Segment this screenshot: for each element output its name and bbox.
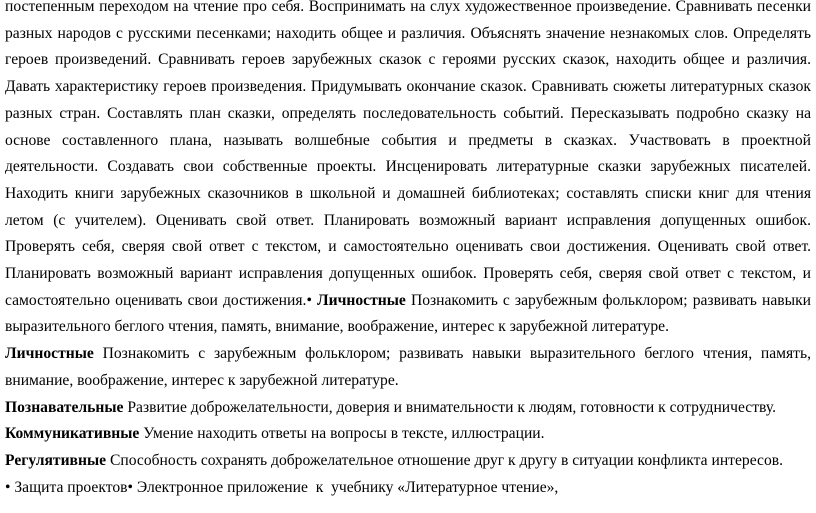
communicative-paragraph — [5, 421, 811, 448]
final-item-app: Электронное приложение к учебнику «Литературное чтение», — [136, 478, 559, 496]
document-body — [5, 0, 811, 501]
regulative-paragraph — [5, 448, 811, 475]
intro-text: постепенным переходом на чтение про себя. Воспринимать на слух художественное произведение. Сравнивать песенки разных народов с русскими песенками; находить общее и различия. Объяснять значение незнакомых слов. Определять героев произведений. Сравнивать героев зарубежных сказок с героями русских сказок, находить общее и различия. Давать характеристику героев произведения. Придумывать окончание сказок. Сравнивать сюжеты литературных сказок разных стран. Составлять план сказки, определять последовательность событий. Пересказывать подробно сказку на основе составленного плана, называть волшебные события и предметы в сказках. Участвовать в проектной деятельности. Создавать свои собственные проекты. Инсценировать литературные сказки зарубежных писателей. Находить книги зарубежных сказочников в школьной и домашней библиотеках; составлять списки книг для чтения летом (с учителем). Оценивать свой ответ. Планировать возможный вариант исправления допущенных ошибок. Проверять себя, сверяя свой ответ с текстом, и самостоятельно оценивать свои достижения. Оценивать свой ответ. Планировать возможный вариант исправления допущенных ошибок. Проверять себя, сверяя свой ответ с текстом, и самостоятельно оценивать свои достижения. — [5, 0, 811, 309]
bullet-icon: • — [127, 478, 133, 496]
bullet-icon: • — [306, 291, 312, 309]
personal-label: Личностные — [5, 345, 94, 363]
personal-paragraph — [5, 341, 811, 394]
cognitive-label: Познавательные — [5, 398, 124, 416]
personal-text: Познакомить с зарубежным фольклором; развивать навыки выразительного беглого чтения, память, внимание, воображение, интерес к зарубежной литературе. — [5, 345, 811, 389]
intro-paragraph — [5, 0, 811, 341]
inline-personal-label: Личностные — [317, 291, 406, 309]
final-item-projects: Защита проектов — [14, 478, 128, 496]
inline-personal-text: Познакомить с зарубежным фольклором; развивать навыки выразительного беглого чтения, память, внимание, воображение, интерес к зарубежной литературе. — [5, 291, 812, 336]
final-line — [5, 475, 811, 502]
communicative-label: Коммуникативные — [5, 425, 140, 443]
regulative-label: Регулятивные — [5, 451, 107, 469]
bullet-icon: • — [5, 478, 11, 496]
communicative-text: Умение находить ответы на вопросы в тексте, иллюстрации. — [143, 425, 545, 443]
cognitive-text: Развитие доброжелательности, доверия и внимательности к людям, готовности к сотрудничеству. — [127, 398, 776, 416]
cognitive-paragraph — [5, 395, 811, 422]
regulative-text: Способность сохранять доброжелательное отношение друг к другу в ситуации конфликта интересов. — [109, 451, 784, 469]
